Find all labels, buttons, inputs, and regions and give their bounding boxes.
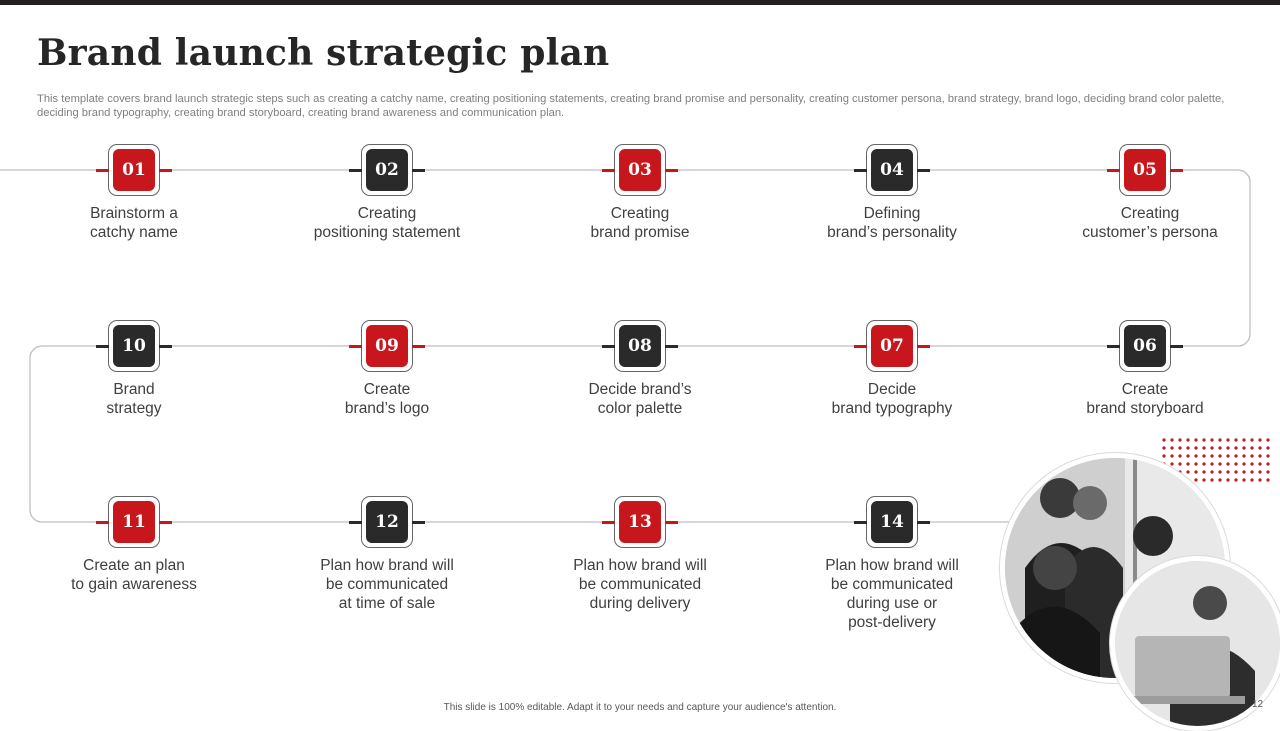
decorative-dot xyxy=(1210,470,1213,473)
badge-tab xyxy=(412,521,425,524)
decorative-dot xyxy=(1258,478,1261,481)
badge-tab xyxy=(917,345,930,348)
decorative-dot xyxy=(1242,438,1245,441)
decorative-dot xyxy=(1170,438,1173,441)
decorative-dot xyxy=(1202,446,1205,449)
step-label-line: brand’s personality xyxy=(827,224,957,241)
step-label-line: post-delivery xyxy=(848,614,936,631)
decorative-dot xyxy=(1226,478,1229,481)
decorative-dot xyxy=(1250,462,1253,465)
decorative-dot xyxy=(1186,462,1189,465)
badge-tab xyxy=(665,345,678,348)
decorative-dot xyxy=(1226,454,1229,457)
decorative-dot xyxy=(1226,462,1229,465)
step-label-line: catchy name xyxy=(90,224,178,241)
step-label-line: during delivery xyxy=(589,595,691,612)
step-01-badge xyxy=(108,144,160,196)
step-06-label xyxy=(1050,380,1240,418)
decorative-dot xyxy=(1194,470,1197,473)
step-number: 11 xyxy=(113,501,155,543)
step-label-line: Decide xyxy=(867,381,917,398)
slide-subtitle: This template covers brand launch strategic steps such as creating a catchy name, creating positioning statements, creating brand promise and personality, creating customer persona, brand strategy, brand logo, deciding brand color palette, deciding brand typography, creating brand storyboard, creating brand awareness and communication plan. xyxy=(37,93,1225,119)
badge-tab xyxy=(854,345,867,348)
decorative-dot xyxy=(1234,478,1237,481)
decorative-dot xyxy=(1170,446,1173,449)
badge-tab xyxy=(602,345,615,348)
step-12-badge xyxy=(361,496,413,548)
decorative-dot xyxy=(1218,478,1221,481)
decorative-dot xyxy=(1178,462,1181,465)
step-07-badge xyxy=(866,320,918,372)
step-number: 08 xyxy=(619,325,661,367)
step-05-label xyxy=(1055,204,1245,242)
step-label-line: Defining xyxy=(863,205,921,222)
decorative-dot xyxy=(1266,470,1269,473)
badge-tab xyxy=(412,345,425,348)
step-03-label xyxy=(545,204,735,242)
decorative-dot xyxy=(1258,470,1261,473)
decorative-dot xyxy=(1234,454,1237,457)
badge-tab xyxy=(159,345,172,348)
decorative-dot xyxy=(1250,470,1253,473)
badge-tab xyxy=(349,521,362,524)
decorative-dot xyxy=(1218,454,1221,457)
decorative-dot xyxy=(1202,470,1205,473)
badge-tab xyxy=(1107,169,1120,172)
step-label-line: color palette xyxy=(597,400,683,417)
step-label-line: during use or xyxy=(846,595,938,612)
decorative-dot xyxy=(1250,446,1253,449)
decorative-dot xyxy=(1266,438,1269,441)
step-09-badge xyxy=(361,320,413,372)
step-number: 02 xyxy=(366,149,408,191)
decorative-dot xyxy=(1234,462,1237,465)
decorative-dot xyxy=(1202,454,1205,457)
step-label-line: Decide brand’s xyxy=(588,381,692,398)
step-number: 10 xyxy=(113,325,155,367)
decorative-dot xyxy=(1258,462,1261,465)
slide-title: Brand launch strategic plan xyxy=(37,32,610,74)
badge-tab xyxy=(602,169,615,172)
decorative-dot xyxy=(1202,462,1205,465)
step-label-line: be communicated xyxy=(830,576,954,593)
badge-tab xyxy=(665,169,678,172)
badge-tab xyxy=(159,169,172,172)
step-label-line: strategy xyxy=(106,400,162,417)
step-number: 03 xyxy=(619,149,661,191)
decorative-dot xyxy=(1242,478,1245,481)
step-04-label xyxy=(797,204,987,242)
step-label-line: positioning statement xyxy=(313,224,461,241)
decorative-dot xyxy=(1226,438,1229,441)
decorative-dot xyxy=(1194,446,1197,449)
decorative-dot xyxy=(1210,462,1213,465)
decorative-dot xyxy=(1162,446,1165,449)
decorative-dot xyxy=(1234,446,1237,449)
badge-tab xyxy=(602,521,615,524)
step-13-label xyxy=(545,556,735,613)
footer-note: This slide is 100% editable. Adapt it to your needs and capture your audience's attention. xyxy=(443,702,837,713)
decorative-dot xyxy=(1186,446,1189,449)
step-08-label xyxy=(545,380,735,418)
step-10-badge xyxy=(108,320,160,372)
decorative-dot xyxy=(1194,462,1197,465)
step-label-line: Create an plan xyxy=(83,557,185,574)
decorative-dot xyxy=(1170,454,1173,457)
step-label-line: be communicated xyxy=(578,576,702,593)
step-07-label xyxy=(797,380,987,418)
step-label-line: Plan how brand will xyxy=(573,557,707,574)
step-05-badge xyxy=(1119,144,1171,196)
step-label-line: Brainstorm a xyxy=(90,205,178,222)
badge-tab xyxy=(1170,169,1183,172)
step-label-line: be communicated xyxy=(325,576,449,593)
step-label-line: at time of sale xyxy=(338,595,436,612)
step-label-line: Create xyxy=(363,381,411,398)
decorative-dot xyxy=(1218,438,1221,441)
badge-tab xyxy=(96,521,109,524)
decorative-dot xyxy=(1186,438,1189,441)
step-number: 09 xyxy=(366,325,408,367)
decorative-dot xyxy=(1210,446,1213,449)
decorative-dot xyxy=(1242,446,1245,449)
step-label-line: brand storyboard xyxy=(1086,400,1204,417)
badge-tab xyxy=(665,521,678,524)
decorative-dot xyxy=(1242,462,1245,465)
step-12-label xyxy=(292,556,482,613)
decorative-dot xyxy=(1170,462,1173,465)
badge-tab xyxy=(349,345,362,348)
step-label-line: Creating xyxy=(357,205,417,222)
decorative-dot xyxy=(1210,478,1213,481)
step-label-line: Create xyxy=(1121,381,1169,398)
step-02-label xyxy=(292,204,482,242)
step-label-line: to gain awareness xyxy=(71,576,197,593)
decorative-dot xyxy=(1242,454,1245,457)
step-label-line: Plan how brand will xyxy=(825,557,959,574)
decorative-dot xyxy=(1226,446,1229,449)
decorative-dot xyxy=(1210,454,1213,457)
decorative-dot xyxy=(1178,438,1181,441)
decorative-dot xyxy=(1266,446,1269,449)
decorative-dot xyxy=(1258,454,1261,457)
step-number: 06 xyxy=(1124,325,1166,367)
step-label-line: Creating xyxy=(1120,205,1180,222)
decorative-dot xyxy=(1194,454,1197,457)
step-label-line: Plan how brand will xyxy=(320,557,454,574)
decorative-dot xyxy=(1178,454,1181,457)
badge-tab xyxy=(159,521,172,524)
decorative-dot xyxy=(1178,446,1181,449)
page-number: 12 xyxy=(1252,699,1264,710)
step-11-label xyxy=(39,556,229,594)
badge-tab xyxy=(854,521,867,524)
step-13-badge xyxy=(614,496,666,548)
step-14-badge xyxy=(866,496,918,548)
step-01-label xyxy=(39,204,229,242)
badge-tab xyxy=(96,169,109,172)
step-14-label xyxy=(797,556,987,632)
decorative-dot xyxy=(1250,478,1253,481)
badge-tab xyxy=(1107,345,1120,348)
step-number: 07 xyxy=(871,325,913,367)
decorative-dot xyxy=(1234,470,1237,473)
decorative-dot xyxy=(1194,478,1197,481)
decorative-dot xyxy=(1194,438,1197,441)
decorative-dot xyxy=(1266,478,1269,481)
step-08-badge xyxy=(614,320,666,372)
decorative-dot xyxy=(1202,478,1205,481)
step-label-line: Creating xyxy=(610,205,670,222)
step-number: 14 xyxy=(871,501,913,543)
decorative-dot xyxy=(1250,454,1253,457)
decorative-dot xyxy=(1234,438,1237,441)
step-number: 13 xyxy=(619,501,661,543)
step-11-badge xyxy=(108,496,160,548)
decorative-dot xyxy=(1162,438,1165,441)
step-label-line: Brand xyxy=(113,381,155,398)
decorative-dot xyxy=(1258,446,1261,449)
step-label-line: customer’s persona xyxy=(1082,224,1218,241)
badge-tab xyxy=(917,169,930,172)
decorative-dot xyxy=(1250,438,1253,441)
step-03-badge xyxy=(614,144,666,196)
step-number: 04 xyxy=(871,149,913,191)
decorative-dot xyxy=(1258,438,1261,441)
decorative-dot xyxy=(1218,462,1221,465)
badge-tab xyxy=(349,169,362,172)
step-02-badge xyxy=(361,144,413,196)
decorative-dot xyxy=(1266,462,1269,465)
step-label-line: brand typography xyxy=(831,400,953,417)
badge-tab xyxy=(854,169,867,172)
badge-tab xyxy=(1170,345,1183,348)
decorative-dot xyxy=(1202,438,1205,441)
decorative-dot xyxy=(1242,470,1245,473)
decorative-dot xyxy=(1162,454,1165,457)
step-number: 01 xyxy=(113,149,155,191)
decorative-dot xyxy=(1226,470,1229,473)
decorative-dot xyxy=(1218,446,1221,449)
step-06-badge xyxy=(1119,320,1171,372)
step-number: 05 xyxy=(1124,149,1166,191)
badge-tab xyxy=(96,345,109,348)
step-label-line: brand promise xyxy=(590,224,690,241)
badge-tab xyxy=(917,521,930,524)
step-number: 12 xyxy=(366,501,408,543)
decorative-dot xyxy=(1186,470,1189,473)
step-09-label xyxy=(292,380,482,418)
step-label-line: brand’s logo xyxy=(344,400,430,417)
decorative-dot xyxy=(1210,438,1213,441)
decorative-dot xyxy=(1186,454,1189,457)
decorative-dot xyxy=(1266,454,1269,457)
step-10-label xyxy=(39,380,229,418)
badge-tab xyxy=(412,169,425,172)
step-04-badge xyxy=(866,144,918,196)
decorative-dot xyxy=(1218,470,1221,473)
